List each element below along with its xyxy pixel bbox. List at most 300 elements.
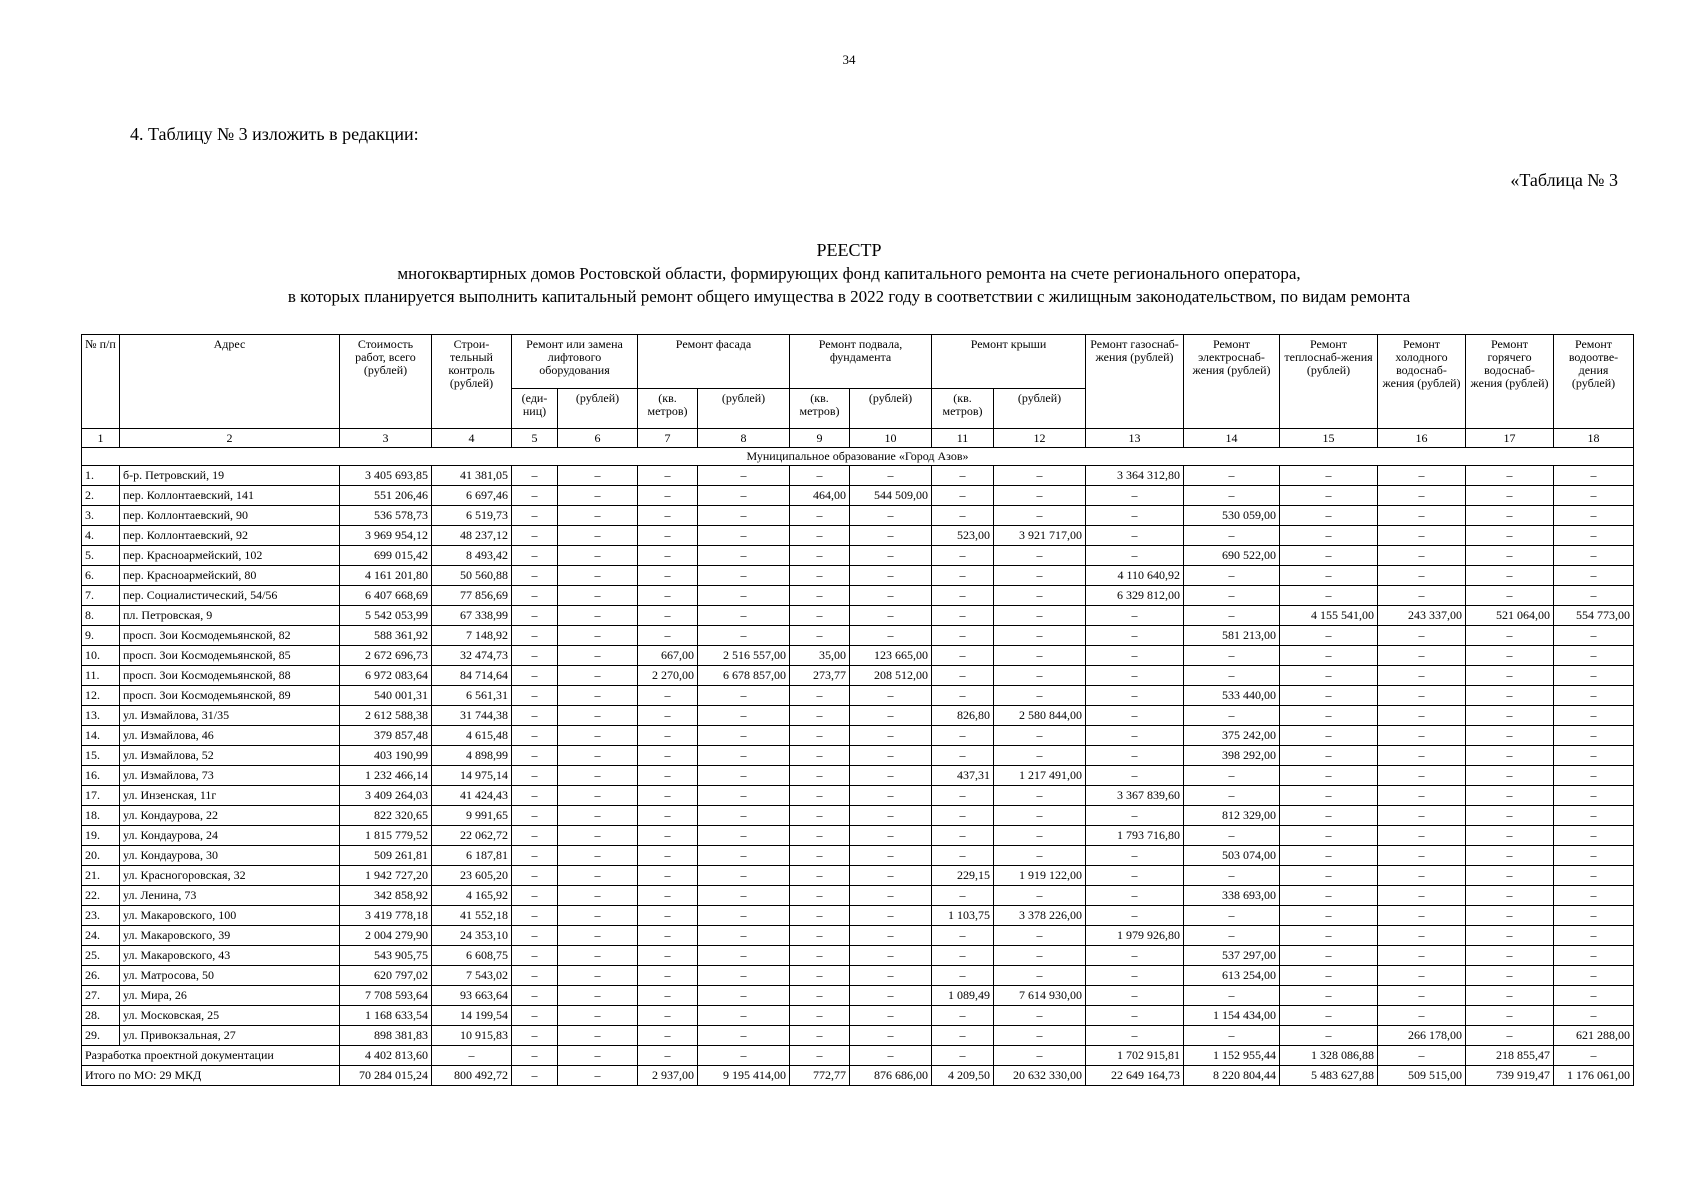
row-value: –: [1280, 646, 1378, 666]
row-value: 537 297,00: [1184, 946, 1280, 966]
row-value: –: [932, 486, 994, 506]
row-value: –: [850, 566, 932, 586]
row-value: 3 364 312,80: [1086, 466, 1184, 486]
row-value: –: [1466, 466, 1554, 486]
row-value: –: [850, 966, 932, 986]
column-number: 12: [994, 429, 1086, 448]
table-row: [82, 966, 1634, 986]
row-value: –: [1378, 706, 1466, 726]
row-value: –: [850, 946, 932, 966]
row-value: –: [1466, 1006, 1554, 1026]
row-value: –: [994, 946, 1086, 966]
row-value: –: [1184, 786, 1280, 806]
row-value: –: [1466, 706, 1554, 726]
table-row: [82, 666, 1634, 686]
row-value: –: [932, 886, 994, 906]
table-row: [82, 846, 1634, 866]
row-value: –: [850, 906, 932, 926]
row-value: –: [638, 466, 698, 486]
row-value: –: [558, 1026, 638, 1046]
row-value: –: [1184, 566, 1280, 586]
row-value: –: [512, 966, 558, 986]
row-value: 48 237,12: [432, 526, 512, 546]
row-value: –: [1378, 566, 1466, 586]
row-value: –: [1378, 586, 1466, 606]
row-value: 67 338,99: [432, 606, 512, 626]
row-number: 9.: [82, 626, 120, 646]
row-value: –: [1184, 866, 1280, 886]
row-value: –: [1554, 806, 1634, 826]
row-value: –: [1378, 846, 1466, 866]
row-value: 41 552,18: [432, 906, 512, 926]
row-value: –: [558, 546, 638, 566]
row-value: –: [790, 786, 850, 806]
row-value: –: [932, 1026, 994, 1046]
row-value: –: [638, 926, 698, 946]
row-value: –: [1466, 946, 1554, 966]
row-value: –: [638, 746, 698, 766]
row-value: –: [1466, 686, 1554, 706]
row-value: –: [1378, 866, 1466, 886]
row-value: –: [1086, 546, 1184, 566]
row-value: 1 232 466,14: [340, 766, 432, 786]
row-value: 2 004 279,90: [340, 926, 432, 946]
row-value: –: [1184, 706, 1280, 726]
row-value: 41 424,43: [432, 786, 512, 806]
row-value: –: [1184, 826, 1280, 846]
row-value: 24 353,10: [432, 926, 512, 946]
header-basement-sqm: (кв. метров): [790, 389, 850, 429]
row-value: –: [1184, 486, 1280, 506]
row-value: –: [1280, 726, 1378, 746]
row-value: –: [1378, 686, 1466, 706]
header-hot-water: Ремонт горячего водоснаб-жения (рублей): [1466, 335, 1554, 429]
row-value: –: [512, 926, 558, 946]
table-row: [82, 926, 1634, 946]
row-address: пер. Социалистический, 54/56: [120, 586, 340, 606]
row-address: просп. Зои Космодемьянской, 85: [120, 646, 340, 666]
table-row: [82, 726, 1634, 746]
row-value: –: [638, 946, 698, 966]
row-value: –: [1280, 866, 1378, 886]
row-value: –: [1280, 886, 1378, 906]
design-docs-row-label: Разработка проектной документации: [82, 1046, 340, 1066]
row-value: –: [1466, 846, 1554, 866]
row-value: –: [932, 586, 994, 606]
row-value: 621 288,00: [1554, 1026, 1634, 1046]
row-number: 29.: [82, 1026, 120, 1046]
row-value: –: [1554, 526, 1634, 546]
design-docs-row-value: 1 702 915,81: [1086, 1046, 1184, 1066]
row-value: 503 074,00: [1184, 846, 1280, 866]
total-row-value: 2 937,00: [638, 1066, 698, 1086]
total-row-value: 20 632 330,00: [994, 1066, 1086, 1086]
row-value: –: [698, 766, 790, 786]
row-value: –: [850, 866, 932, 886]
registry-table: [81, 334, 1634, 1086]
row-number: 19.: [82, 826, 120, 846]
row-value: –: [1280, 826, 1378, 846]
row-value: –: [790, 926, 850, 946]
row-value: –: [850, 1026, 932, 1046]
row-value: 544 509,00: [850, 486, 932, 506]
header-drainage: Ремонт водоотве-дения (рублей): [1554, 335, 1634, 429]
row-address: ул. Кондаурова, 22: [120, 806, 340, 826]
row-value: –: [558, 906, 638, 926]
row-address: просп. Зои Космодемьянской, 82: [120, 626, 340, 646]
row-value: –: [512, 526, 558, 546]
row-value: –: [850, 606, 932, 626]
row-value: 543 905,75: [340, 946, 432, 966]
row-number: 6.: [82, 566, 120, 586]
row-value: –: [638, 1006, 698, 1026]
total-row-value: 772,77: [790, 1066, 850, 1086]
row-address: пер. Коллонтаевский, 90: [120, 506, 340, 526]
row-value: 338 693,00: [1184, 886, 1280, 906]
design-docs-row: [82, 1046, 1634, 1066]
column-number: 13: [1086, 429, 1184, 448]
row-number: 4.: [82, 526, 120, 546]
row-value: –: [850, 626, 932, 646]
header-cold-water: Ремонт холодного водоснаб-жения (рублей): [1378, 335, 1466, 429]
header-electric: Ремонт электроснаб-жения (рублей): [1184, 335, 1280, 429]
row-value: –: [932, 1006, 994, 1026]
row-value: 6 329 812,00: [1086, 586, 1184, 606]
row-value: –: [850, 826, 932, 846]
row-value: 93 663,64: [432, 986, 512, 1006]
header-heat: Ремонт теплоснаб-жения (рублей): [1280, 335, 1378, 429]
row-number: 24.: [82, 926, 120, 946]
row-address: ул. Кондаурова, 30: [120, 846, 340, 866]
row-value: –: [638, 966, 698, 986]
row-value: –: [638, 886, 698, 906]
row-value: –: [790, 526, 850, 546]
row-value: 35,00: [790, 646, 850, 666]
row-address: ул. Измайлова, 52: [120, 746, 340, 766]
row-value: –: [698, 1006, 790, 1026]
row-value: –: [558, 706, 638, 726]
design-docs-row-value: –: [932, 1046, 994, 1066]
row-value: –: [512, 906, 558, 926]
row-value: –: [932, 926, 994, 946]
row-value: –: [850, 526, 932, 546]
row-address: пер. Красноармейский, 80: [120, 566, 340, 586]
row-number: 27.: [82, 986, 120, 1006]
row-value: –: [1554, 846, 1634, 866]
row-value: –: [698, 526, 790, 546]
table-row: [82, 686, 1634, 706]
row-value: –: [790, 1026, 850, 1046]
row-value: –: [558, 606, 638, 626]
row-value: 1 793 716,80: [1086, 826, 1184, 846]
total-row-value: 70 284 015,24: [340, 1066, 432, 1086]
row-value: –: [512, 486, 558, 506]
row-address: ул. Кондаурова, 24: [120, 826, 340, 846]
table-row: [82, 906, 1634, 926]
row-value: 403 190,99: [340, 746, 432, 766]
row-value: –: [1378, 806, 1466, 826]
row-value: 7 148,92: [432, 626, 512, 646]
row-address: ул. Измайлова, 73: [120, 766, 340, 786]
row-value: –: [1184, 466, 1280, 486]
row-value: –: [638, 626, 698, 646]
row-value: –: [512, 826, 558, 846]
row-value: –: [1554, 1006, 1634, 1026]
row-value: –: [512, 886, 558, 906]
row-value: –: [1086, 486, 1184, 506]
row-value: –: [1378, 546, 1466, 566]
row-value: –: [1086, 706, 1184, 726]
row-value: 437,31: [932, 766, 994, 786]
document-heading: [0, 238, 1698, 308]
row-value: –: [1280, 586, 1378, 606]
row-value: –: [932, 786, 994, 806]
row-value: –: [1466, 746, 1554, 766]
row-value: –: [850, 746, 932, 766]
row-value: –: [512, 686, 558, 706]
row-value: –: [1086, 1006, 1184, 1026]
row-address: ул. Макаровского, 100: [120, 906, 340, 926]
row-value: –: [1466, 866, 1554, 886]
table-row: [82, 806, 1634, 826]
design-docs-row-value: –: [1378, 1046, 1466, 1066]
row-address: ул. Инзенская, 11г: [120, 786, 340, 806]
row-value: 379 857,48: [340, 726, 432, 746]
row-value: 398 292,00: [1184, 746, 1280, 766]
row-value: 4 161 201,80: [340, 566, 432, 586]
row-value: 1 217 491,00: [994, 766, 1086, 786]
row-value: –: [558, 926, 638, 946]
row-value: –: [932, 846, 994, 866]
row-value: –: [994, 486, 1086, 506]
row-value: 822 320,65: [340, 806, 432, 826]
row-value: 2 516 557,00: [698, 646, 790, 666]
row-value: –: [1280, 466, 1378, 486]
row-value: –: [1554, 626, 1634, 646]
row-value: –: [698, 626, 790, 646]
total-row-value: 8 220 804,44: [1184, 1066, 1280, 1086]
row-value: –: [638, 486, 698, 506]
row-value: 533 440,00: [1184, 686, 1280, 706]
row-value: 1 168 633,54: [340, 1006, 432, 1026]
row-value: 898 381,83: [340, 1026, 432, 1046]
row-value: 3 367 839,60: [1086, 786, 1184, 806]
row-value: 375 242,00: [1184, 726, 1280, 746]
row-value: –: [638, 806, 698, 826]
row-value: 521 064,00: [1466, 606, 1554, 626]
row-value: 4 110 640,92: [1086, 566, 1184, 586]
row-value: –: [558, 846, 638, 866]
table-row: [82, 746, 1634, 766]
row-value: –: [638, 846, 698, 866]
row-value: –: [512, 846, 558, 866]
row-value: –: [994, 886, 1086, 906]
row-address: ул. Макаровского, 43: [120, 946, 340, 966]
column-number: 14: [1184, 429, 1280, 448]
column-number: 15: [1280, 429, 1378, 448]
row-value: 509 261,81: [340, 846, 432, 866]
table-row: [82, 946, 1634, 966]
row-value: –: [512, 466, 558, 486]
row-value: –: [1184, 906, 1280, 926]
row-value: 7 614 930,00: [994, 986, 1086, 1006]
row-value: –: [1378, 746, 1466, 766]
row-value: –: [1086, 666, 1184, 686]
row-number: 23.: [82, 906, 120, 926]
row-value: –: [790, 586, 850, 606]
row-value: –: [698, 486, 790, 506]
row-value: –: [932, 806, 994, 826]
row-value: –: [1280, 806, 1378, 826]
row-number: 25.: [82, 946, 120, 966]
row-value: –: [790, 746, 850, 766]
row-value: –: [1184, 1026, 1280, 1046]
row-value: 23 605,20: [432, 866, 512, 886]
row-value: –: [1466, 786, 1554, 806]
design-docs-row-value: –: [432, 1046, 512, 1066]
row-value: –: [1554, 886, 1634, 906]
row-value: –: [850, 706, 932, 726]
row-value: 5 542 053,99: [340, 606, 432, 626]
design-docs-row-value: –: [850, 1046, 932, 1066]
row-value: –: [1554, 506, 1634, 526]
row-value: 554 773,00: [1554, 606, 1634, 626]
row-value: –: [932, 826, 994, 846]
row-value: –: [1466, 546, 1554, 566]
row-value: 699 015,42: [340, 546, 432, 566]
row-value: –: [1280, 906, 1378, 926]
row-value: 551 206,46: [340, 486, 432, 506]
table-row: [82, 766, 1634, 786]
row-value: –: [1280, 966, 1378, 986]
row-value: 6 972 083,64: [340, 666, 432, 686]
column-number: 5: [512, 429, 558, 448]
row-value: –: [994, 566, 1086, 586]
row-value: –: [638, 906, 698, 926]
column-number: 8: [698, 429, 790, 448]
row-value: –: [1086, 866, 1184, 886]
column-number: 6: [558, 429, 638, 448]
row-value: –: [932, 646, 994, 666]
row-value: –: [850, 926, 932, 946]
section-title: Муниципальное образование «Город Азов»: [82, 448, 1634, 466]
row-value: –: [558, 526, 638, 546]
row-value: –: [638, 866, 698, 886]
table-row: [82, 606, 1634, 626]
row-value: –: [1554, 686, 1634, 706]
row-value: –: [994, 546, 1086, 566]
row-address: пер. Коллонтаевский, 92: [120, 526, 340, 546]
row-value: 1 815 779,52: [340, 826, 432, 846]
row-value: 6 407 668,69: [340, 586, 432, 606]
header-facade: Ремонт фасада: [638, 335, 790, 389]
row-value: –: [850, 546, 932, 566]
row-number: 14.: [82, 726, 120, 746]
row-value: –: [698, 986, 790, 1006]
table-row: [82, 466, 1634, 486]
row-value: –: [1184, 646, 1280, 666]
row-value: –: [1554, 826, 1634, 846]
row-address: пер. Красноармейский, 102: [120, 546, 340, 566]
row-value: 9 991,65: [432, 806, 512, 826]
row-value: 530 059,00: [1184, 506, 1280, 526]
row-value: –: [1280, 626, 1378, 646]
instruction-text: 4. Таблицу № 3 изложить в редакции:: [130, 124, 419, 144]
row-number: 18.: [82, 806, 120, 826]
row-value: 50 560,88: [432, 566, 512, 586]
row-value: –: [1086, 526, 1184, 546]
row-address: ул. Московская, 25: [120, 1006, 340, 1026]
row-value: –: [994, 1026, 1086, 1046]
row-value: –: [1280, 946, 1378, 966]
row-value: 6 561,31: [432, 686, 512, 706]
registry-subtitle-2: в которых планируется выполнить капитальный ремонт общего имущества в 2022 году в соответствии с жилищным законодательством, по видам ремонта: [287, 287, 1411, 306]
row-value: –: [1554, 666, 1634, 686]
row-value: 2 612 588,38: [340, 706, 432, 726]
header-roof-rub: (рублей): [994, 389, 1086, 429]
row-value: –: [698, 746, 790, 766]
row-value: –: [1554, 646, 1634, 666]
row-value: –: [558, 866, 638, 886]
row-value: –: [932, 506, 994, 526]
row-value: –: [932, 966, 994, 986]
row-value: –: [1086, 686, 1184, 706]
row-value: 620 797,02: [340, 966, 432, 986]
row-value: –: [790, 506, 850, 526]
row-value: –: [512, 866, 558, 886]
row-value: –: [638, 606, 698, 626]
row-value: –: [558, 786, 638, 806]
table-row: [82, 1006, 1634, 1026]
header-elevator: Ремонт или замена лифтового оборудования: [512, 335, 638, 389]
row-value: 31 744,38: [432, 706, 512, 726]
row-value: –: [994, 646, 1086, 666]
row-value: –: [994, 846, 1086, 866]
row-number: 17.: [82, 786, 120, 806]
row-address: ул. Привокзальная, 27: [120, 1026, 340, 1046]
row-value: –: [1466, 646, 1554, 666]
row-number: 7.: [82, 586, 120, 606]
row-value: –: [994, 466, 1086, 486]
row-value: –: [638, 586, 698, 606]
row-value: –: [512, 706, 558, 726]
row-value: –: [932, 946, 994, 966]
column-number: 3: [340, 429, 432, 448]
table-body: [82, 429, 1634, 1086]
row-value: –: [638, 726, 698, 746]
row-value: –: [1554, 766, 1634, 786]
row-value: 540 001,31: [340, 686, 432, 706]
row-value: –: [698, 886, 790, 906]
row-value: –: [512, 746, 558, 766]
header-basement-rub: (рублей): [850, 389, 932, 429]
row-value: –: [790, 626, 850, 646]
design-docs-row-value: –: [698, 1046, 790, 1066]
row-value: 123 665,00: [850, 646, 932, 666]
row-value: –: [1378, 1006, 1466, 1026]
row-number: 8.: [82, 606, 120, 626]
total-row-value: 5 483 627,88: [1280, 1066, 1378, 1086]
design-docs-row-value: 218 855,47: [1466, 1046, 1554, 1066]
row-value: –: [1554, 566, 1634, 586]
row-value: –: [1554, 726, 1634, 746]
row-number: 15.: [82, 746, 120, 766]
row-address: ул. Матросова, 50: [120, 966, 340, 986]
row-value: –: [558, 586, 638, 606]
row-number: 26.: [82, 966, 120, 986]
table-row: [82, 626, 1634, 646]
row-value: 7 543,02: [432, 966, 512, 986]
